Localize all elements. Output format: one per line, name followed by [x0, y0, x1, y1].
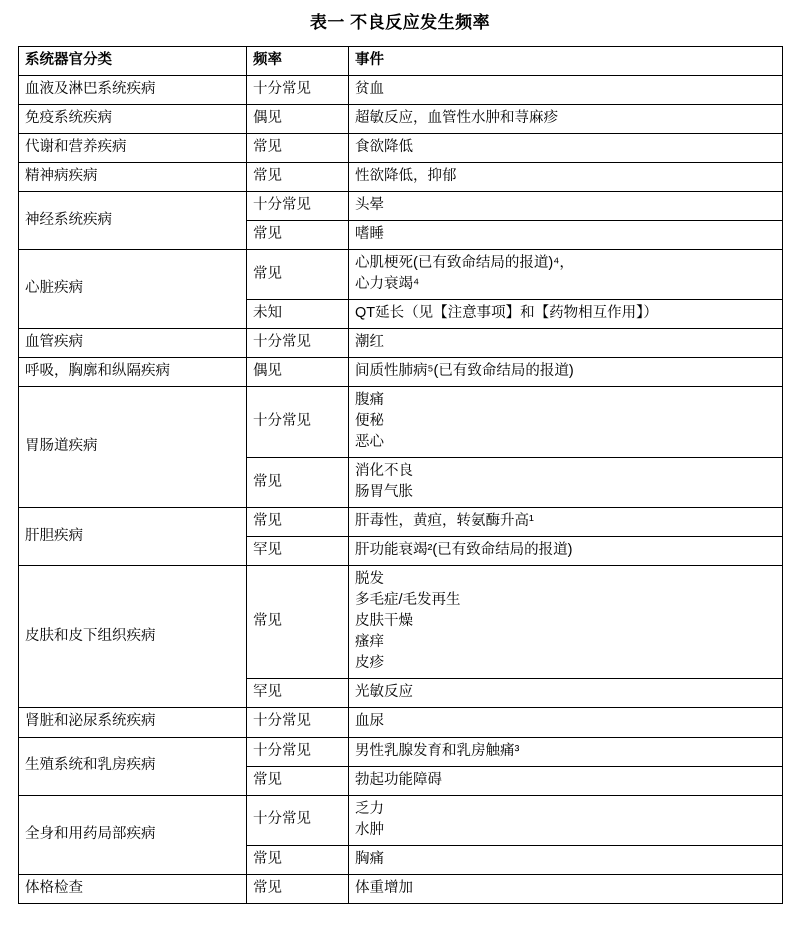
cell-frequency: 常见 — [247, 566, 349, 679]
cell-event — [349, 300, 783, 329]
event-line: 体重增加 — [355, 879, 413, 896]
cell-system-organ-class: 精神病疾病 — [19, 163, 247, 192]
cell-event — [349, 458, 783, 508]
cell-frequency: 十分常见 — [247, 795, 349, 845]
cell-frequency: 罕见 — [247, 537, 349, 566]
cell-frequency: 常见 — [247, 766, 349, 795]
cell-frequency: 十分常见 — [247, 737, 349, 766]
table-row — [19, 874, 783, 903]
cell-event — [349, 737, 783, 766]
cell-system-organ-class: 生殖系统和乳房疾病 — [19, 737, 247, 795]
cell-system-organ-class: 心脏疾病 — [19, 250, 247, 329]
column-header-frequency: 频率 — [247, 47, 349, 76]
event-line: 勃起功能障碍 — [355, 771, 442, 788]
cell-frequency: 常见 — [247, 874, 349, 903]
event-line: 性欲降低，抑郁 — [355, 168, 457, 185]
cell-frequency: 常见 — [247, 221, 349, 250]
event-line: 贫血 — [355, 81, 384, 98]
column-header-system: 系统器官分类 — [19, 47, 247, 76]
cell-system-organ-class: 皮肤和皮下组织疾病 — [19, 566, 247, 708]
cell-event — [349, 766, 783, 795]
cell-frequency: 常见 — [247, 845, 349, 874]
adverse-reaction-frequency-table — [18, 46, 783, 904]
cell-event — [349, 192, 783, 221]
cell-frequency: 常见 — [247, 458, 349, 508]
table-row — [19, 163, 783, 192]
cell-frequency: 常见 — [247, 163, 349, 192]
event-line: 心力衰竭⁴ — [355, 276, 420, 293]
table-body — [19, 76, 783, 903]
event-line: 多毛症/毛发再生 — [355, 592, 461, 609]
cell-event — [349, 874, 783, 903]
table-row — [19, 708, 783, 737]
table-row — [19, 508, 783, 537]
cell-system-organ-class: 肝胆疾病 — [19, 508, 247, 566]
table-row — [19, 134, 783, 163]
cell-frequency: 常见 — [247, 508, 349, 537]
event-line: 水肿 — [355, 821, 384, 838]
event-line: 便秘 — [355, 413, 384, 430]
cell-system-organ-class: 体格检查 — [19, 874, 247, 903]
cell-frequency: 偶见 — [247, 105, 349, 134]
event-line: 男性乳腺发育和乳房触痛³ — [355, 742, 520, 759]
table-row — [19, 387, 783, 458]
table-row — [19, 192, 783, 221]
table-row — [19, 795, 783, 845]
cell-event — [349, 76, 783, 105]
cell-event — [349, 250, 783, 300]
event-line: 恶心 — [355, 434, 384, 451]
table-row — [19, 250, 783, 300]
cell-event — [349, 566, 783, 679]
table-row — [19, 358, 783, 387]
cell-system-organ-class: 肾脏和泌尿系统疾病 — [19, 708, 247, 737]
cell-event — [349, 329, 783, 358]
event-line: 肝功能衰竭²(已有致命结局的报道) — [355, 542, 573, 559]
cell-event — [349, 795, 783, 845]
cell-frequency: 十分常见 — [247, 76, 349, 105]
cell-event — [349, 105, 783, 134]
table-row — [19, 105, 783, 134]
cell-frequency: 十分常见 — [247, 387, 349, 458]
cell-system-organ-class: 全身和用药局部疾病 — [19, 795, 247, 874]
event-line: 腹痛 — [355, 392, 384, 409]
cell-event — [349, 708, 783, 737]
cell-frequency: 未知 — [247, 300, 349, 329]
event-line: 脱发 — [355, 571, 384, 588]
event-line: 乏力 — [355, 800, 384, 817]
cell-event — [349, 679, 783, 708]
event-line: 嗜睡 — [355, 226, 384, 243]
event-line: 间质性肺病⁵(已有致命结局的报道) — [355, 363, 574, 380]
cell-system-organ-class: 血管疾病 — [19, 329, 247, 358]
event-line: 皮疹 — [355, 655, 384, 672]
cell-event — [349, 163, 783, 192]
event-line: 光敏反应 — [355, 684, 413, 701]
event-line: 心肌梗死(已有致命结局的报道)⁴， — [355, 255, 574, 272]
cell-system-organ-class: 代谢和营养疾病 — [19, 134, 247, 163]
column-header-event: 事件 — [349, 47, 783, 76]
table-row — [19, 76, 783, 105]
cell-system-organ-class: 神经系统疾病 — [19, 192, 247, 250]
event-line: 潮红 — [355, 334, 384, 351]
event-line: 胸痛 — [355, 850, 384, 867]
table-row — [19, 566, 783, 679]
cell-frequency: 十分常见 — [247, 192, 349, 221]
cell-event — [349, 508, 783, 537]
cell-event — [349, 537, 783, 566]
cell-system-organ-class: 血液及淋巴系统疾病 — [19, 76, 247, 105]
event-line: 肝毒性，黄疸，转氨酶升高¹ — [355, 513, 534, 530]
event-line: 肠胃气胀 — [355, 484, 413, 501]
event-line: 血尿 — [355, 713, 384, 730]
page-title: 表一 不良反应发生频率 — [309, 13, 491, 32]
cell-frequency: 偶见 — [247, 358, 349, 387]
cell-system-organ-class: 呼吸，胸廓和纵隔疾病 — [19, 358, 247, 387]
cell-frequency: 常见 — [247, 250, 349, 300]
cell-event — [349, 134, 783, 163]
event-line: 头晕 — [355, 197, 384, 214]
event-line: 瘙痒 — [355, 634, 384, 651]
table-row — [19, 737, 783, 766]
cell-event — [349, 358, 783, 387]
cell-frequency: 十分常见 — [247, 329, 349, 358]
event-line: 消化不良 — [355, 463, 413, 480]
cell-system-organ-class: 免疫系统疾病 — [19, 105, 247, 134]
event-line: QT延长（见【注意事项】和【药物相互作用】） — [355, 305, 658, 322]
cell-frequency: 罕见 — [247, 679, 349, 708]
cell-frequency: 常见 — [247, 134, 349, 163]
event-line: 食欲降低 — [355, 139, 413, 156]
event-line: 皮肤干燥 — [355, 613, 413, 630]
table-header-row — [19, 47, 783, 76]
cell-event — [349, 845, 783, 874]
cell-system-organ-class: 胃肠道疾病 — [19, 387, 247, 508]
cell-frequency: 十分常见 — [247, 708, 349, 737]
table-row — [19, 329, 783, 358]
cell-event — [349, 221, 783, 250]
event-line: 超敏反应，血管性水肿和荨麻疹 — [355, 110, 558, 127]
cell-event — [349, 387, 783, 458]
